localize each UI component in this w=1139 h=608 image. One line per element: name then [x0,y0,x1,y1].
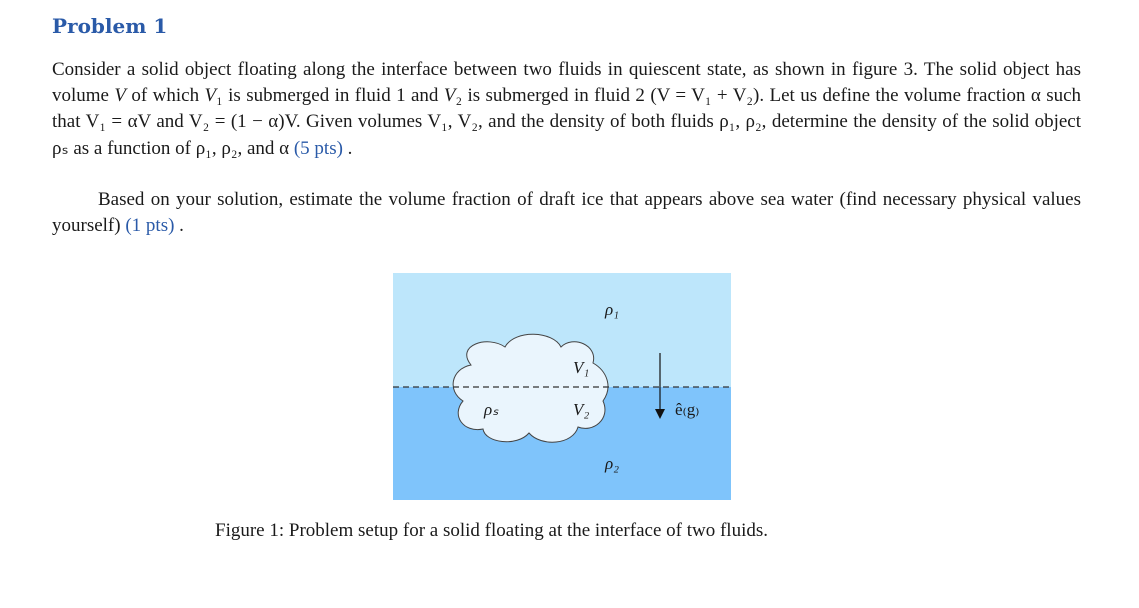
fluid-1-label: ρ₁ [605,300,620,319]
solid-object [453,334,608,442]
solid-density-label: ρₛ [484,400,499,419]
volume-1-label: V₁ [573,358,590,377]
figure-caption: Figure 1: Problem setup for a solid floating at the interface of two fluids. [215,520,768,541]
fluid-2-label: ρ₂ [605,454,620,473]
points-1: (1 pts) [125,215,175,237]
problem-heading: Problem 1 [52,14,168,38]
problem-followup: Based on your solution, estimate the volume fraction of draft ice that appears above sea water (find necessary physical values yourself) (1 pts) . [52,189,1081,237]
points-5: (5 pts) [293,137,343,159]
problem-statement: Consider a solid object floating along the interface between two fluids in quiescent state, as shown in figure 3. The solid object has volume V of which V₁ is submerged in fluid 1 and V₂ is submerged in fluid 2 (V = V₁ + V₂). Let us define the volume fraction α such that V₁ = αV and V₂ = (1 − α)V. Given volumes V₁, V₂, and the density of both fluids ρ₁, ρ₂, determine the density of the solid object ρₛ as a function of ρ₁, ρ₂, and α (5 pts) . [52,59,1082,159]
gravity-label: ê₍g₎ [675,400,700,419]
figure-svg [393,273,731,500]
figure-floating-solid [393,273,731,500]
volume-2-label: V₂ [573,400,590,419]
